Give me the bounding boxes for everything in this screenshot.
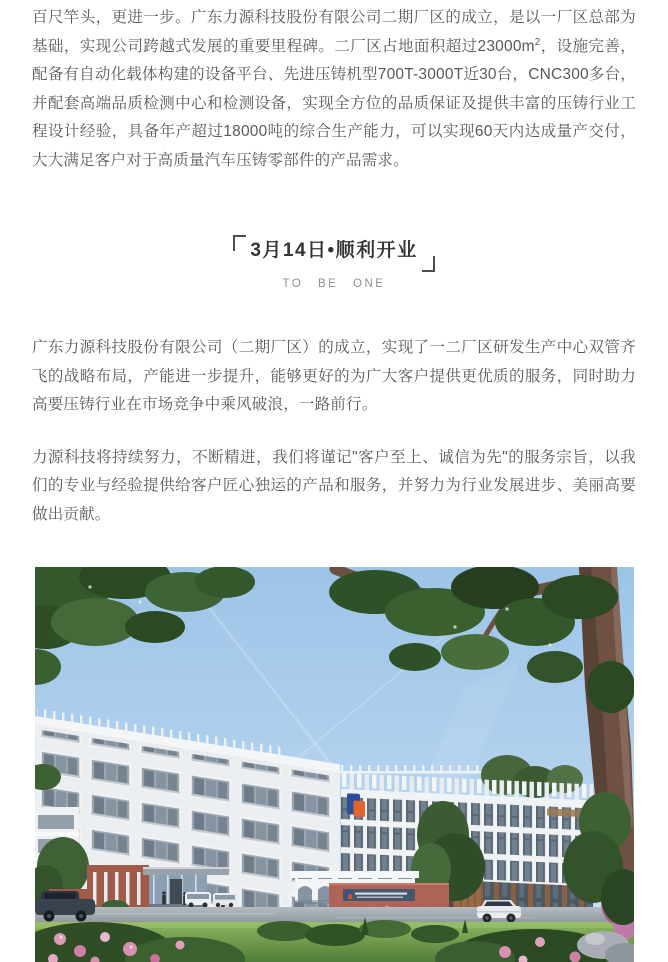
section-title: 3月14日•顺利开业 xyxy=(250,240,418,261)
section-header xyxy=(32,235,636,291)
paragraph-1 xyxy=(32,4,636,175)
section-subtitle: TO BE ONE xyxy=(282,278,386,290)
paragraph-1-text-a: 百尺竿头，更进一步。广东力源科技股份有限公司二期厂区的成立，是以一厂区总部为基础，实现公司跨越式发展的重要里程碑。二厂区占地面积超过23000m xyxy=(32,9,636,55)
company-sign xyxy=(343,889,415,901)
section-title-frame xyxy=(233,235,434,272)
corner-bracket-top-left-icon xyxy=(233,235,246,251)
corner-bracket-bottom-right-icon xyxy=(422,256,435,272)
factory-campus-illustration xyxy=(35,567,634,962)
paragraph-3: 力源科技将持续努力，不断精进，我们将谨记"客户至上、诚信为先"的服务宗旨，以我们的专业与经验提供给客户匠心独运的产品和服务，并努力为行业发展进步、美丽高要做出贡献。 xyxy=(32,448,636,523)
paragraph-1-text-b: ，设施完善，配备有自动化载体构建的设备平台、先进压铸机型700T-3000T近30台，CNC300多台，并配套高端品质检测中心和检测设备，实现全方位的品质保证及提供丰富的压铸行业工程设计经验，具备年产超过18000吨的综合生产能力，可以实现60天内达成量产交付，大大满足客户对于高质量汽车压铸零部件的产品需求。 xyxy=(32,37,636,169)
factory-campus-photo[interactable] xyxy=(35,567,634,962)
paragraph-2: 广东力源科技股份有限公司（二期厂区）的成立，实现了一二厂区研发生产中心双管齐飞的战略布局，产能进一步提升，能够更好的为广大客户提供更优质的服务，同时助力高要压铸行业在市场竞争中乘风破浪，一路前行。 xyxy=(32,339,636,413)
roof-railing xyxy=(335,765,495,774)
superscript-2: 2 xyxy=(534,36,541,48)
